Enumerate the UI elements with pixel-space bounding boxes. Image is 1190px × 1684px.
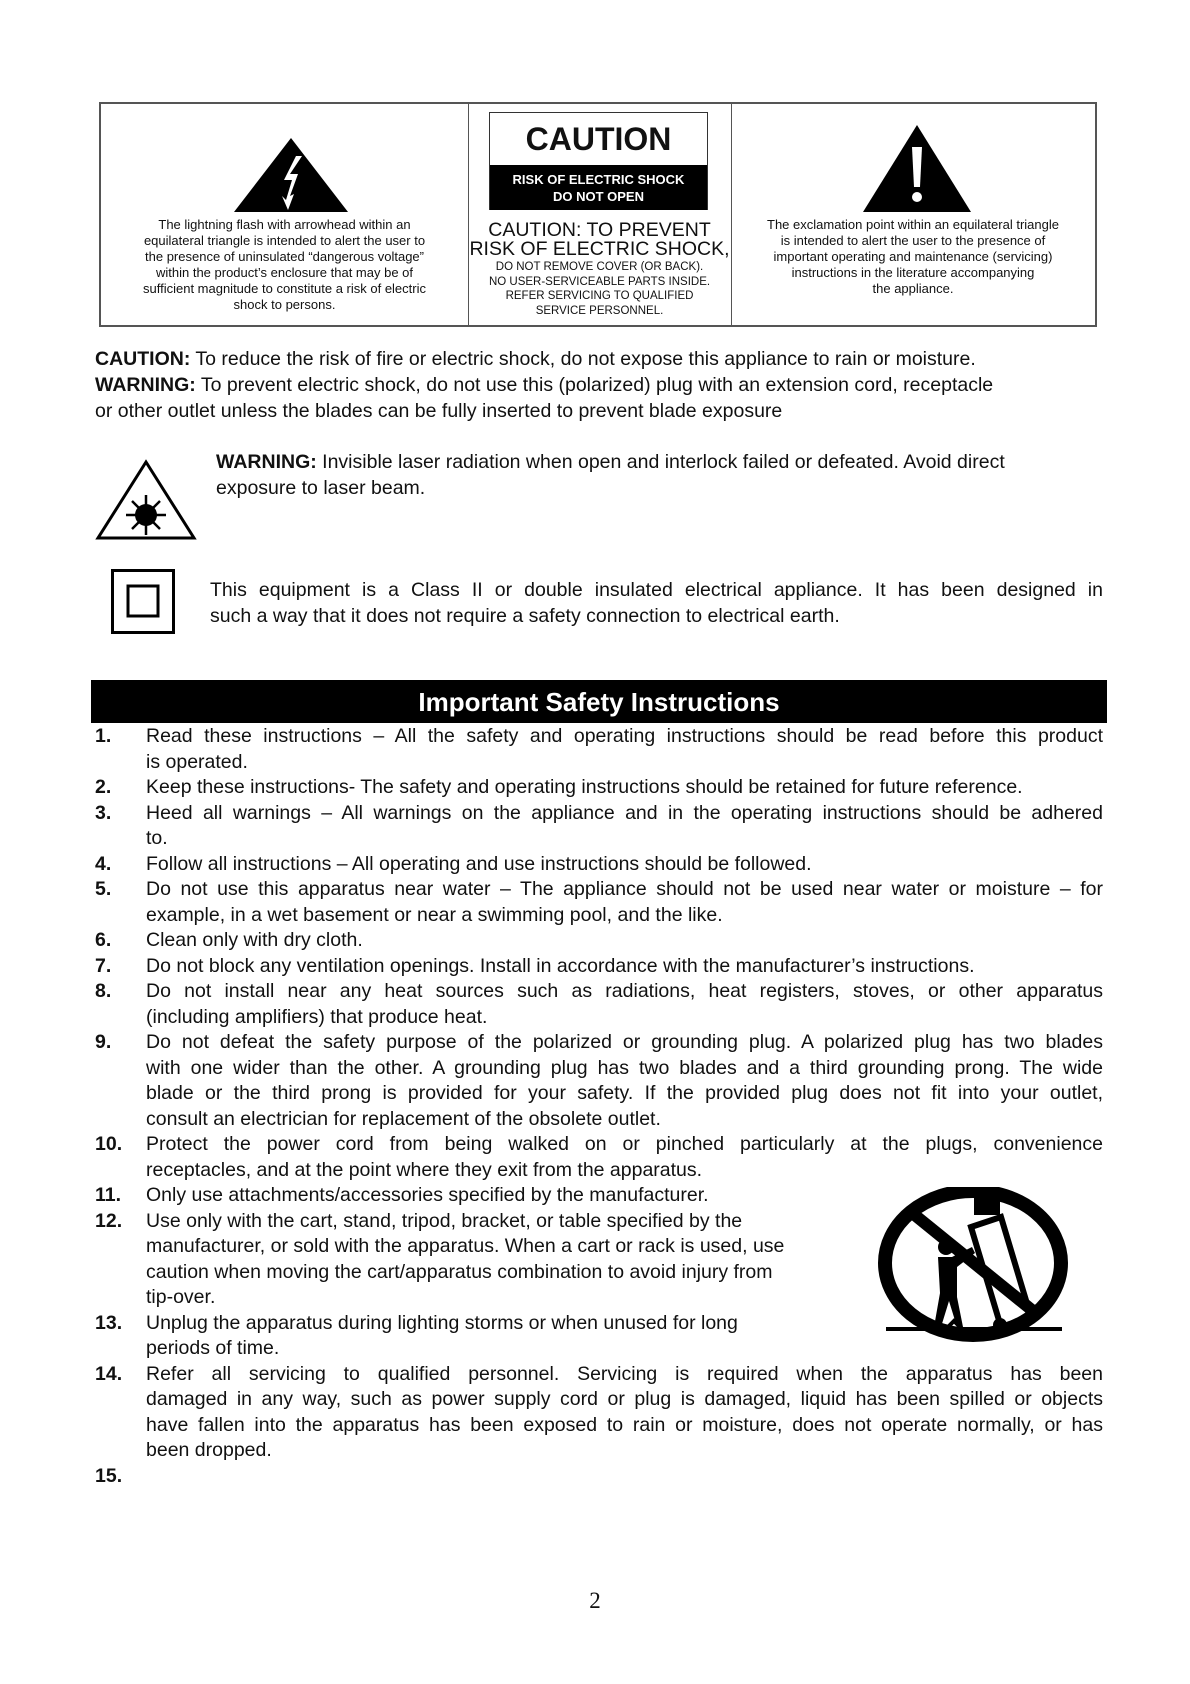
list-item-text: Only use attachments/accessories specified by the manufacturer. (146, 1184, 709, 1206)
list-item-number: 10. (95, 1133, 123, 1155)
laser-warning (216, 449, 1005, 501)
lightning-column (101, 104, 469, 325)
list-item-text: is operated. (146, 750, 248, 773)
list-item-number: 2. (95, 776, 112, 798)
text-line: The exclamation point within an equilateral triangle (767, 217, 1059, 232)
caution-column (468, 104, 732, 325)
caution-big-line1: CAUTION: TO PREVENT (488, 219, 711, 241)
text-line: within the product’s enclosure that may be of (155, 265, 414, 280)
text-line: SERVICE PERSONNEL. (535, 304, 664, 317)
list-item-text: Read these instructions – All the safety and operating instructions should be read before this product (146, 725, 1103, 747)
list-item (95, 1464, 1103, 1490)
caution-big-text (468, 221, 731, 259)
text-line: sufficient magnitude to constitute a risk of electric (142, 281, 426, 296)
list-item-text: Protect the power cord from being walked on or pinched particularly at the plugs, convenience (146, 1133, 1103, 1155)
list-item (95, 801, 1103, 852)
exclamation-triangle-icon (863, 125, 971, 212)
list-item-number: 8. (95, 980, 112, 1002)
list-item-text: caution when moving the cart/apparatus combination to avoid injury from (146, 1260, 773, 1283)
lightning-triangle-icon (234, 138, 348, 212)
text-line: DO NOT REMOVE COVER (OR BACK). (495, 261, 704, 273)
caution-label-line2: DO NOT OPEN (552, 189, 644, 204)
caution-small-text (468, 260, 731, 318)
exclamation-column (731, 104, 1095, 325)
list-item-number: 11. (95, 1184, 122, 1206)
text-line: The lightning flash with arrowhead within an (158, 217, 411, 232)
list-item-text: receptacles, and at the point where they exit from the apparatus. (146, 1158, 703, 1181)
list-item-number: 3. (95, 801, 112, 824)
laser-warning-text-2: exposure to laser beam. (216, 477, 426, 499)
text-line: important operating and maintenance (servicing) (773, 249, 1053, 264)
text-line: equilateral triangle is intended to alert the user to (143, 233, 426, 248)
list-item-text: Follow all instructions – All operating and use instructions should be followed. (146, 852, 812, 875)
caution-notice-text: To reduce the risk of fire or electric shock, do not expose this appliance to rain or moisture. (190, 348, 976, 370)
list-item-number: 12. (95, 1209, 123, 1232)
list-item-text: to. (146, 827, 168, 849)
list-item-number: 14. (95, 1362, 123, 1385)
list-item-text: Refer all servicing to qualified personnel. Servicing is required when the apparatus has been (146, 1362, 1103, 1385)
list-item (95, 1362, 1103, 1464)
list-item-text: with one wider than the other. A grounding plug has two blades and a third grounding prong. The wide (146, 1056, 1103, 1079)
list-item-text: Clean only with dry cloth. (146, 929, 363, 951)
list-item-text: Use only with the cart, stand, tripod, bracket, or table specified by the (146, 1209, 743, 1232)
list-item-number: 7. (95, 954, 112, 977)
laser-warning-text: Invisible laser radiation when open and interlock failed or defeated. Avoid direct (316, 451, 1005, 473)
class-ii-notice (210, 577, 1103, 629)
section-title: Important Safety Instructions (91, 680, 1107, 723)
list-item-text: Do not block any ventilation openings. Install in accordance with the manufacturer’s instructions. (146, 954, 975, 977)
list-item-number: 13. (95, 1311, 123, 1334)
warning-notice-text: To prevent electric shock, do not use this (polarized) plug with an extension cord, receptacle (195, 374, 994, 396)
laser-warning-icon (95, 459, 197, 541)
text-line: REFER SERVICING TO QUALIFIED (505, 290, 694, 302)
list-item-number: 6. (95, 929, 112, 951)
caution-label-line1: RISK OF ELECTRIC SHOCK (512, 172, 685, 187)
class-ii-double-insulation-icon (111, 569, 175, 634)
list-item (95, 928, 1103, 954)
list-item-text: consult an electrician for replacement of the obsolete outlet. (146, 1107, 661, 1130)
text-line: shock to persons. (233, 297, 336, 312)
caution-notice-label: CAUTION: (95, 348, 191, 370)
list-item (95, 1030, 1103, 1132)
class-ii-text-2: such a way that it does not require a safety connection to electrical earth. (210, 605, 840, 627)
list-item-text: (including amplifiers) that produce heat. (146, 1005, 488, 1028)
text-line: NO USER-SERVICEABLE PARTS INSIDE. (488, 275, 711, 288)
list-item-number: 9. (95, 1031, 112, 1053)
list-item (95, 852, 1103, 878)
caution-label (489, 112, 708, 210)
list-item-text: Do not defeat the safety purpose of the polarized or grounding plug. A polarized plug has two blades (146, 1031, 1103, 1053)
list-item-text: periods of time. (146, 1337, 280, 1359)
laser-warning-label: WARNING: (216, 451, 317, 473)
safety-symbols-box (99, 102, 1097, 327)
cart-tip-over-warning-icon (876, 1187, 1070, 1345)
caution-notice (95, 346, 993, 424)
caution-label-black (490, 165, 707, 210)
list-item (95, 979, 1103, 1030)
class-ii-text: This equipment is a Class II or double insulated electrical appliance. It has been designed in (210, 579, 1103, 601)
text-line: instructions in the literature accompanying (791, 265, 1035, 280)
caution-big-line2: RISK OF ELECTRIC SHOCK, (469, 238, 730, 260)
text-line: the appliance. (872, 281, 954, 296)
instructions-list (95, 724, 1103, 1489)
exclamation-description (731, 217, 1095, 297)
list-item-text: been dropped. (146, 1439, 272, 1461)
text-line: the presence of uninsulated “dangerous voltage” (145, 249, 424, 264)
warning-notice-label: WARNING: (95, 374, 196, 396)
list-item-text: blade or the third prong is provided for your safety. If the provided plug does not fit into your outlet, (146, 1082, 1103, 1104)
list-item-text: Unplug the apparatus during lighting storms or when unused for long (146, 1311, 738, 1334)
list-item-text: tip-over. (146, 1286, 216, 1308)
list-item (95, 877, 1103, 928)
list-item-text: Do not use this apparatus near water – The appliance should not be used near water or moisture – for (146, 878, 1103, 900)
list-item-number: 1. (95, 725, 112, 747)
lightning-description (101, 217, 468, 313)
list-item-text: have fallen into the apparatus has been exposed to rain or moisture, does not operate normally, or has (146, 1413, 1103, 1436)
list-item-text: example, in a wet basement or near a swimming pool, and the like. (146, 903, 723, 926)
list-item-text: Heed all warnings – All warnings on the appliance and in the operating instructions should be adhered (146, 801, 1103, 824)
list-item-text: Do not install near any heat sources such as radiations, heat registers, stoves, or other apparatus (146, 980, 1103, 1002)
list-item (95, 1132, 1103, 1183)
warning-notice-text-2: or other outlet unless the blades can be fully inserted to prevent blade exposure (95, 400, 783, 422)
page-number: 2 (589, 1588, 601, 1613)
list-item (95, 724, 1103, 775)
list-item-number: 5. (95, 878, 112, 900)
list-item (95, 775, 1103, 801)
list-item-text: damaged in any way, such as power supply cord or plug is damaged, liquid has been spilled or objects (146, 1388, 1103, 1410)
list-item-text: Keep these instructions- The safety and operating instructions should be retained for future reference. (146, 776, 1023, 798)
list-item (95, 954, 1103, 980)
text-line: is intended to alert the user to the presence of (780, 233, 1046, 248)
list-item-text: manufacturer, or sold with the apparatus. When a cart or rack is used, use (146, 1235, 785, 1257)
caution-label-title: CAUTION (525, 121, 672, 157)
list-item-number: 15. (95, 1464, 123, 1487)
list-item-number: 4. (95, 852, 112, 875)
